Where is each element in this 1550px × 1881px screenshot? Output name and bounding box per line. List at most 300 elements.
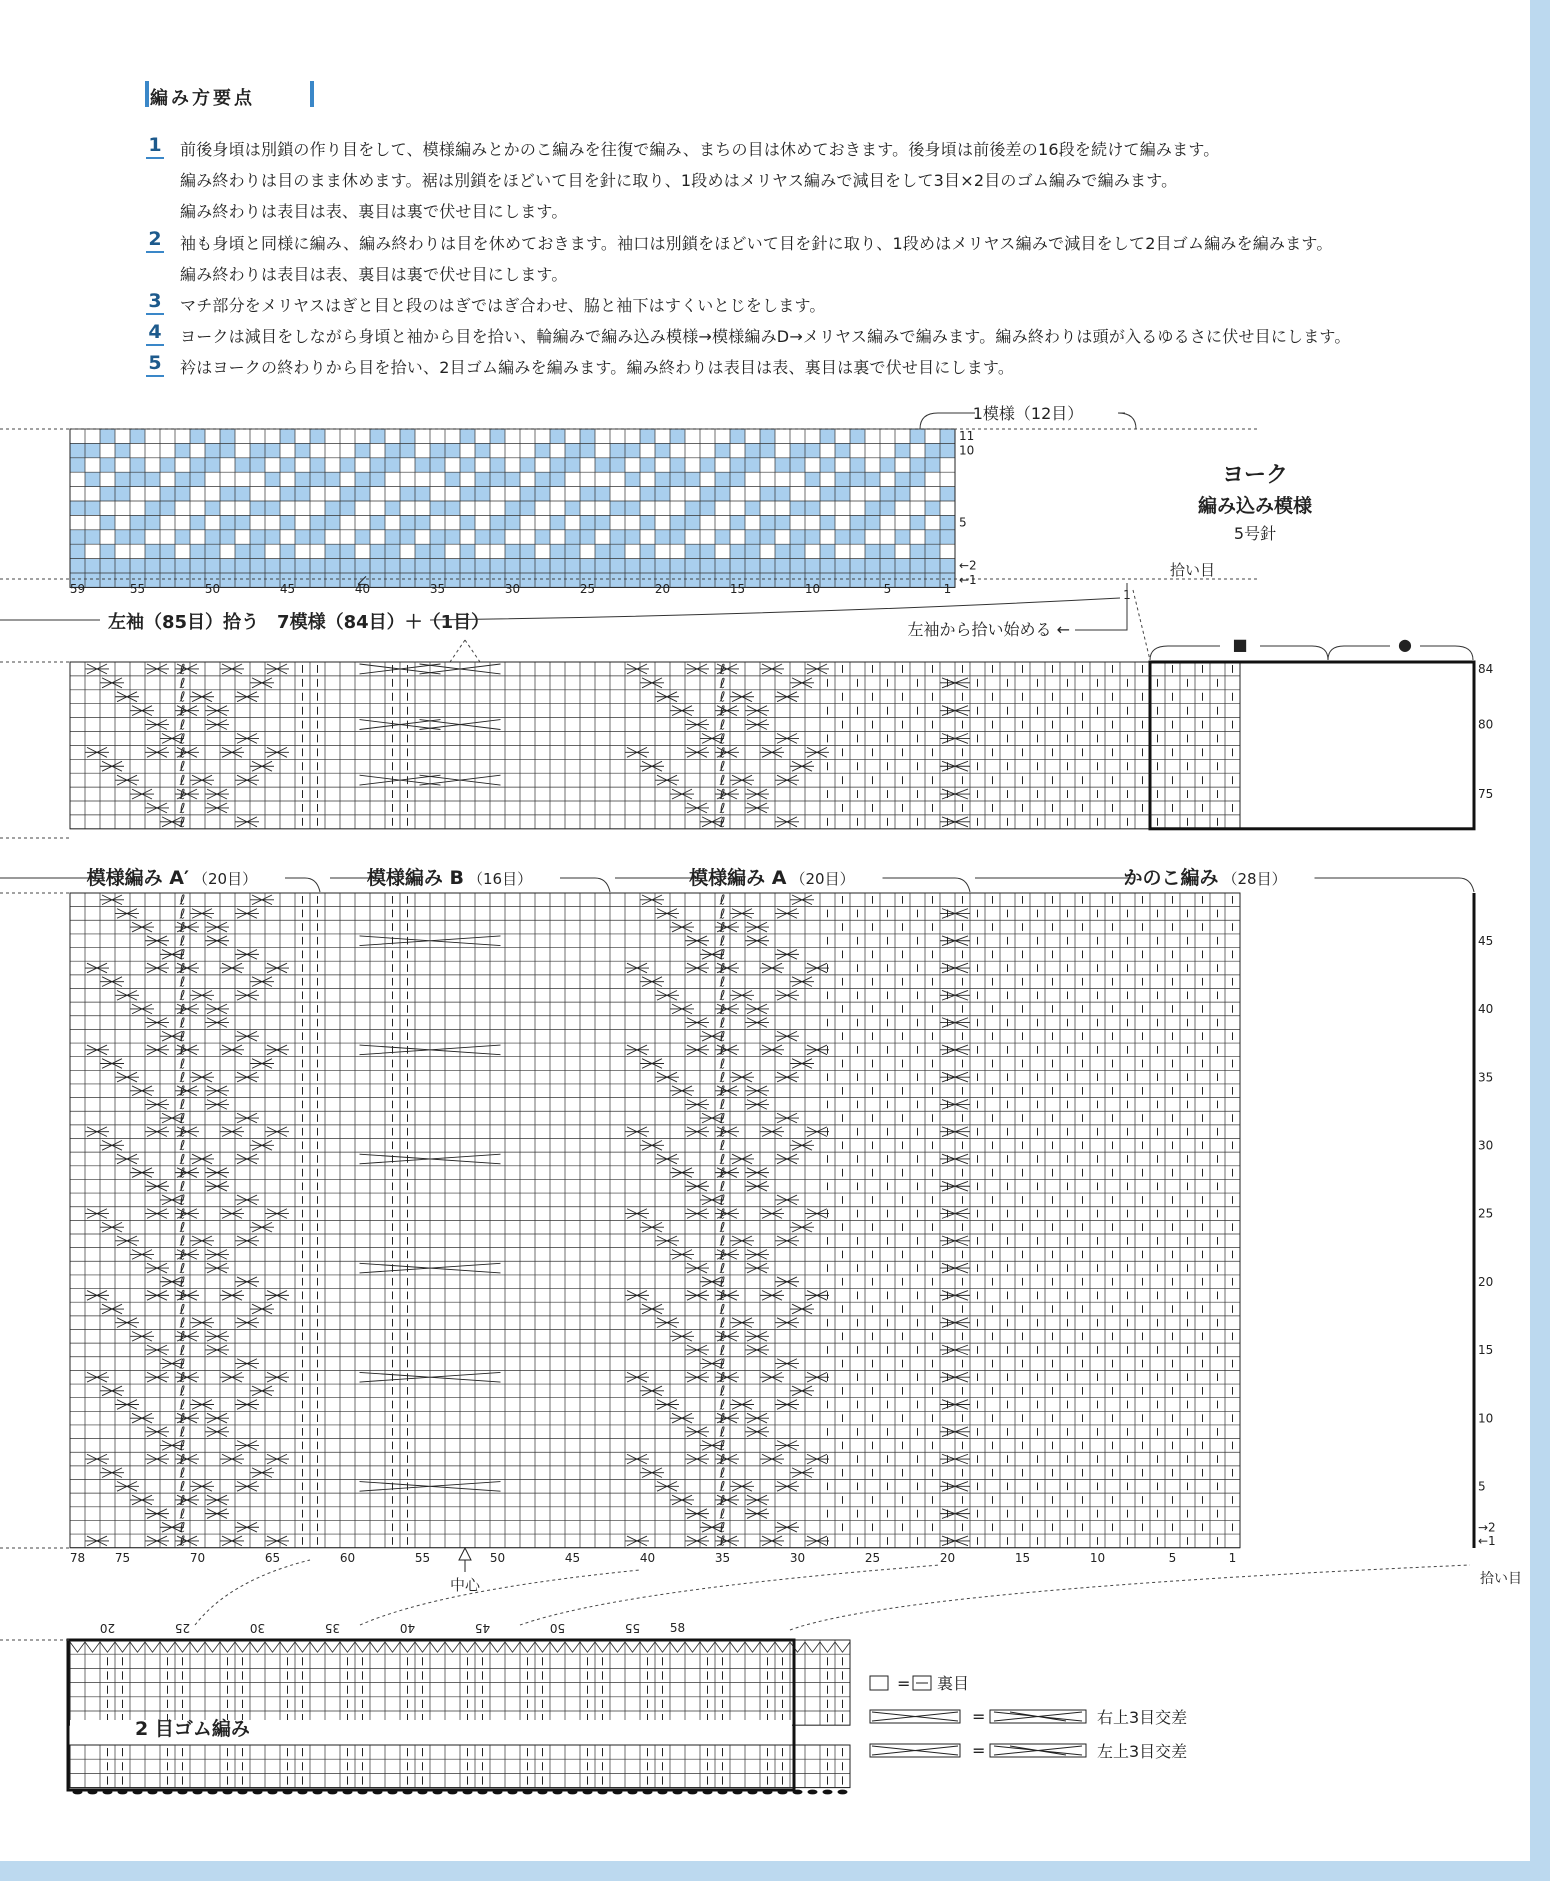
yoke-colored-cell <box>370 515 385 529</box>
cable-cross-stitch <box>715 1413 739 1423</box>
yoke-colored-cell <box>295 487 310 501</box>
decrease-v-mark <box>775 1642 790 1652</box>
circle-symbol: ● <box>1398 635 1412 654</box>
yoke-colored-cell <box>565 443 580 457</box>
twist-stitch: ℓ <box>179 814 186 831</box>
yoke-colored-cell <box>190 573 205 587</box>
step-2-line-2: 編み終わりは表目は表、裏目は裏で伏せ目にします。 <box>180 265 568 284</box>
yoke-colored-cell <box>910 515 925 529</box>
twist-stitch: ℓ <box>719 1342 726 1359</box>
decrease-v-mark <box>700 1642 715 1652</box>
yoke-colored-cell <box>550 429 565 443</box>
yoke-colored-cell <box>475 472 490 486</box>
yoke-colored-cell <box>85 573 100 587</box>
legend-cable-text: 右上3目交差 <box>1097 1708 1188 1727</box>
yoke-colored-cell <box>265 559 280 573</box>
cable-cross-stitch <box>640 1386 664 1396</box>
yoke-colored-cell <box>640 573 655 587</box>
decrease-v-mark <box>175 1642 190 1652</box>
yoke-row-label: 10 <box>959 443 975 458</box>
yoke-colored-cell <box>700 544 715 558</box>
yoke-colored-cell <box>145 544 160 558</box>
yoke-colored-cell <box>460 429 475 443</box>
yoke-colored-cell <box>325 472 340 486</box>
cable-cross-stitch <box>790 678 814 688</box>
yoke-colored-cell <box>715 573 730 587</box>
main-row-label: 30 <box>1478 1138 1494 1153</box>
twist-stitch: ℓ <box>719 1301 726 1318</box>
yoke-colored-cell <box>565 530 580 544</box>
cable-cross-stitch <box>100 1304 124 1314</box>
yoke-col-label: 10 <box>804 582 821 596</box>
twist-stitch: ℓ <box>719 703 726 720</box>
yoke-colored-cell <box>385 544 400 558</box>
yoke-colored-cell <box>805 472 820 486</box>
dash-to-upper-left2 <box>465 640 480 662</box>
yoke-colored-cell <box>400 429 415 443</box>
yoke-colored-cell <box>550 515 565 529</box>
yoke-colored-cell <box>190 515 205 529</box>
yoke-colored-cell <box>295 559 310 573</box>
yoke-colored-cell <box>550 458 565 472</box>
cable-cross-stitch <box>220 1454 244 1464</box>
yoke-colored-cell <box>730 515 745 529</box>
cable-cross-stitch <box>685 1209 709 1219</box>
cable-cross-stitch <box>670 1331 694 1341</box>
twist-stitch: ℓ <box>179 1165 186 1182</box>
yoke-colored-cell <box>715 472 730 486</box>
yoke-colored-cell <box>235 487 250 501</box>
twist-stitch: ℓ <box>179 1520 186 1537</box>
yoke-colored-cell <box>115 472 130 486</box>
twist-stitch: ℓ <box>179 800 186 817</box>
cable-cross-stitch <box>175 1045 199 1055</box>
cable-cross-stitch <box>685 1536 709 1546</box>
yoke-colored-cell <box>790 501 805 515</box>
decrease-v-mark <box>295 1642 310 1652</box>
yoke-colored-cell <box>370 458 385 472</box>
yoke-colored-cell <box>535 530 550 544</box>
twist-stitch: ℓ <box>719 1192 726 1209</box>
twist-stitch: ℓ <box>179 703 186 720</box>
cable-cross-stitch <box>715 1045 739 1055</box>
yoke-colored-cell <box>925 544 940 558</box>
yoke-colored-cell <box>685 559 700 573</box>
cable-cross-stitch <box>745 789 769 799</box>
yoke-colored-cell <box>775 544 790 558</box>
yoke-colored-cell <box>775 559 790 573</box>
decrease-v-mark <box>595 1642 610 1652</box>
yoke-colored-cell <box>205 501 220 515</box>
bindoff-dot <box>808 1790 818 1795</box>
yoke-colored-cell <box>790 544 805 558</box>
cable-cross-stitch <box>745 1495 769 1505</box>
twist-stitch: ℓ <box>719 661 726 678</box>
yoke-colored-cell <box>625 559 640 573</box>
twist-stitch: ℓ <box>179 1124 186 1141</box>
yoke-colored-cell <box>250 443 265 457</box>
yoke-colored-cell <box>415 573 430 587</box>
yoke-colored-cell <box>640 429 655 443</box>
yoke-colored-cell <box>835 443 850 457</box>
twist-stitch: ℓ <box>719 960 726 977</box>
yoke-colored-cell <box>925 458 940 472</box>
yoke-colored-cell <box>250 530 265 544</box>
cable-cross-stitch <box>715 922 739 932</box>
yoke-colored-cell <box>790 530 805 544</box>
main-row-label: ←1 <box>1478 1534 1496 1549</box>
cable-cross-stitch <box>265 1291 289 1301</box>
twist-stitch: ℓ <box>179 759 186 776</box>
yoke-colored-cell <box>625 501 640 515</box>
yoke-colored-cell <box>205 530 220 544</box>
decrease-v-mark <box>790 1642 805 1652</box>
yoke-colored-cell <box>430 559 445 573</box>
yoke-colored-cell <box>130 429 145 443</box>
yoke-colored-cell <box>415 487 430 501</box>
yoke-subtitle: 編み込み模様 <box>1197 495 1313 517</box>
yoke-colored-cell <box>430 443 445 457</box>
cable-cross-stitch <box>805 1127 829 1137</box>
cable-cross-stitch <box>715 1250 739 1260</box>
yoke-colored-cell <box>820 559 835 573</box>
yoke-colored-cell <box>700 501 715 515</box>
cable-cross-stitch <box>790 1222 814 1232</box>
yoke-colored-cell <box>865 515 880 529</box>
cable-cross-stitch <box>625 963 649 973</box>
yoke-colored-cell <box>100 544 115 558</box>
yoke-colored-cell <box>325 515 340 529</box>
ribbing-col-label: 35 <box>324 1621 341 1635</box>
yoke-colored-cell <box>670 573 685 587</box>
cable-cross-stitch <box>625 1045 649 1055</box>
cable-cross-stitch <box>145 1181 169 1191</box>
cable-cross-stitch <box>640 1468 664 1478</box>
section-4-name: かのこ編み <box>1123 867 1219 889</box>
sleeve-pickup-line-right <box>430 598 1120 620</box>
yoke-colored-cell <box>280 544 295 558</box>
bindoff-dot <box>823 1790 833 1795</box>
yoke-colored-cell <box>940 515 955 529</box>
cable-cross-stitch <box>745 1086 769 1096</box>
twist-stitch: ℓ <box>719 759 726 776</box>
twist-stitch: ℓ <box>179 1479 186 1496</box>
cable-cross-stitch <box>625 1536 649 1546</box>
cable-cross-stitch <box>220 1372 244 1382</box>
yoke-colored-cell <box>700 559 715 573</box>
yoke-colored-cell <box>340 573 355 587</box>
yoke-colored-cell <box>385 443 400 457</box>
cable-cross-stitch <box>220 1045 244 1055</box>
yoke-colored-cell <box>400 443 415 457</box>
yoke-colored-cell <box>910 573 925 587</box>
yoke-colored-cell <box>445 573 460 587</box>
step-number-5: 5 <box>148 352 162 374</box>
cable-cross-stitch <box>775 692 799 702</box>
cable-cross-stitch <box>235 775 259 785</box>
yoke-colored-cell <box>430 458 445 472</box>
yoke-colored-cell <box>625 472 640 486</box>
cable-cross-stitch <box>205 1427 229 1437</box>
cable-cross-stitch <box>730 1400 754 1410</box>
cable-cross-stitch <box>775 1031 799 1041</box>
main-row-label: 10 <box>1478 1411 1494 1426</box>
ribbing-col-label: 58 <box>669 1621 686 1635</box>
cable-cross-stitch <box>655 692 679 702</box>
cable-cross-stitch <box>805 1372 829 1382</box>
yoke-colored-cell <box>745 573 760 587</box>
twist-stitch: ℓ <box>719 947 726 964</box>
cable-cross-stitch <box>190 1482 214 1492</box>
cable-cross-stitch <box>760 747 784 757</box>
yoke-colored-cell <box>145 573 160 587</box>
twist-stitch: ℓ <box>719 1520 726 1537</box>
main-row-label: 35 <box>1478 1070 1494 1085</box>
cable-cross-stitch <box>745 1168 769 1178</box>
yoke-colored-cell <box>685 501 700 515</box>
main-row-label: →2 <box>1478 1520 1496 1535</box>
cable-cross-stitch <box>205 720 229 730</box>
cable-cross-stitch <box>790 895 814 905</box>
cable-cross-stitch <box>685 1100 709 1110</box>
yoke-colored-cell <box>760 487 775 501</box>
cable-cross-stitch <box>145 1454 169 1464</box>
cable-cross-stitch <box>145 1536 169 1546</box>
cable-cross-stitch <box>250 1304 274 1314</box>
twist-stitch: ℓ <box>179 1247 186 1264</box>
yoke-colored-cell <box>625 530 640 544</box>
decrease-v-mark <box>730 1642 745 1652</box>
yoke-colored-cell <box>745 458 760 472</box>
cable-cross-stitch <box>235 1522 259 1532</box>
yoke-colored-cell <box>715 487 730 501</box>
yoke-colored-cell <box>805 501 820 515</box>
yoke-colored-cell <box>265 472 280 486</box>
cable-cross-stitch <box>265 747 289 757</box>
decrease-v-mark <box>670 1642 685 1652</box>
yoke-colored-cell <box>895 487 910 501</box>
cable-cross-stitch <box>235 817 259 827</box>
decrease-v-mark <box>430 1642 445 1652</box>
cable-cross-stitch <box>145 1345 169 1355</box>
yoke-colored-cell <box>505 515 520 529</box>
yoke-colored-cell <box>475 443 490 457</box>
legend-eq: = <box>897 1674 911 1693</box>
cable-cross-stitch <box>625 1127 649 1137</box>
cable-cross-stitch <box>775 1277 799 1287</box>
cable-cross-stitch <box>775 990 799 1000</box>
dash-to-upper-left <box>450 640 465 662</box>
cable-cross-stitch <box>250 678 274 688</box>
twist-stitch: ℓ <box>719 988 726 1005</box>
yoke-colored-cell <box>220 443 235 457</box>
cable-cross-stitch <box>745 922 769 932</box>
cable-cross-stitch <box>145 1291 169 1301</box>
main-row-label: 45 <box>1478 933 1494 948</box>
cable-cross-stitch <box>205 1331 229 1341</box>
yoke-colored-cell <box>670 559 685 573</box>
center-arrow <box>459 1548 471 1572</box>
yoke-colored-cell <box>790 573 805 587</box>
yoke-colored-cell <box>250 544 265 558</box>
sleeve-pickup-label: 左袖（85目）拾う 7模様（84目）＋（1目） <box>108 612 490 633</box>
cable-cross-stitch <box>220 664 244 674</box>
cable-cross-stitch <box>655 990 679 1000</box>
twist-stitch: ℓ <box>179 1274 186 1291</box>
step-number-2: 2 <box>148 228 162 250</box>
yoke-colored-cell <box>490 573 505 587</box>
yoke-colored-cell <box>160 487 175 501</box>
twist-stitch: ℓ <box>719 773 726 790</box>
yoke-colored-cell <box>655 443 670 457</box>
twist-stitch: ℓ <box>719 814 726 831</box>
upper-row-label: 75 <box>1478 787 1494 802</box>
yoke-colored-cell <box>760 429 775 443</box>
yoke-colored-cell <box>790 559 805 573</box>
cable-cross-stitch <box>220 1536 244 1546</box>
yoke-colored-cell <box>880 501 895 515</box>
cable-cross-stitch <box>775 1318 799 1328</box>
yoke-colored-cell <box>115 530 130 544</box>
yoke-col-label: 59 <box>69 582 86 596</box>
cable-cross-stitch <box>670 1413 694 1423</box>
yoke-colored-cell <box>70 458 85 472</box>
cable-cross-stitch <box>175 1372 199 1382</box>
twist-stitch: ℓ <box>179 1192 186 1209</box>
repeat-label: 1模様（12目） <box>972 404 1084 423</box>
yoke-colored-cell <box>280 559 295 573</box>
yoke-colored-cell <box>655 472 670 486</box>
yoke-colored-cell <box>385 573 400 587</box>
upper-chart <box>85 662 1233 831</box>
yoke-colored-cell <box>880 544 895 558</box>
cable-cross-stitch <box>115 1400 139 1410</box>
yoke-colored-cell <box>580 429 595 443</box>
section-2-name: 模様編み B <box>366 867 464 889</box>
yoke-colored-cell <box>850 515 865 529</box>
cable-cross-stitch <box>235 1195 259 1205</box>
yoke-colored-cell <box>220 559 235 573</box>
cable-cross-stitch <box>220 1209 244 1219</box>
cable-cross-stitch <box>715 789 739 799</box>
twist-stitch: ℓ <box>179 1342 186 1359</box>
decrease-v-mark <box>610 1642 625 1652</box>
cable-cross-stitch <box>790 977 814 987</box>
cable-cross-stitch <box>190 775 214 785</box>
main-chart <box>85 893 1233 1550</box>
cable-cross-stitch <box>730 1236 754 1246</box>
legend-purl-text: 裏目 <box>937 1674 970 1693</box>
cable-cross-stitch <box>760 1127 784 1137</box>
step-1-line-2: 編み終わりは目のまま休めます。裾は別鎖をほどいて目を針に取り、1段めはメリヤス編みで減目をして3目×2目のゴム編みで編みます。 <box>180 171 1178 190</box>
yoke-colored-cell <box>430 544 445 558</box>
twist-stitch: ℓ <box>719 1424 726 1441</box>
yoke-colored-cell <box>235 515 250 529</box>
decrease-v-mark <box>190 1642 205 1652</box>
yoke-colored-cell <box>565 559 580 573</box>
main-col-label: 35 <box>714 1551 731 1565</box>
twist-stitch: ℓ <box>179 1492 186 1509</box>
cable-cross-stitch <box>175 922 199 932</box>
twist-stitch: ℓ <box>719 1220 726 1236</box>
yoke-colored-cell <box>385 501 400 515</box>
cable-cross-stitch <box>190 990 214 1000</box>
yoke-colored-cell <box>835 487 850 501</box>
cable-cross-stitch <box>685 1291 709 1301</box>
cable-cross-stitch <box>115 775 139 785</box>
cable-cross-stitch <box>715 706 739 716</box>
yoke-colored-cell <box>760 515 775 529</box>
yoke-colored-cell <box>670 472 685 486</box>
yoke-colored-cell <box>610 443 625 457</box>
cable-cross-stitch <box>715 1291 739 1301</box>
yoke-colored-cell <box>925 443 940 457</box>
cable-cross-stitch <box>715 1086 739 1096</box>
main-col-label: 5 <box>1168 1551 1177 1565</box>
yoke-colored-cell <box>895 443 910 457</box>
yoke-colored-cell <box>400 530 415 544</box>
cable-cross-stitch <box>220 1291 244 1301</box>
cable-cross-stitch <box>640 977 664 987</box>
yoke-colored-cell <box>910 544 925 558</box>
decrease-v-mark <box>160 1642 175 1652</box>
yoke-colored-cell <box>250 458 265 472</box>
twist-stitch: ℓ <box>719 1451 726 1468</box>
cable-cross-stitch <box>205 1168 229 1178</box>
twist-stitch: ℓ <box>179 1069 186 1086</box>
yoke-colored-cell <box>130 458 145 472</box>
yoke-colored-cell <box>145 515 160 529</box>
cable-cross-stitch <box>130 1331 154 1341</box>
cable-cross-stitch <box>190 1318 214 1328</box>
yoke-colored-cell <box>385 458 400 472</box>
twist-stitch: ℓ <box>179 1438 186 1455</box>
yoke-colored-cell <box>100 429 115 443</box>
cable-cross-stitch <box>640 761 664 771</box>
cable-cross-stitch <box>205 1263 229 1273</box>
yoke-colored-cell <box>820 515 835 529</box>
decrease-v-mark <box>130 1642 145 1652</box>
yoke-colored-cell <box>85 559 100 573</box>
yoke-pickup-label: 拾い目 <box>1170 561 1216 579</box>
cable-cross-stitch <box>685 1018 709 1028</box>
cable-cross-stitch <box>715 963 739 973</box>
twist-stitch: ℓ <box>719 1397 726 1414</box>
twist-stitch: ℓ <box>719 1329 726 1346</box>
decrease-v-mark <box>820 1642 835 1652</box>
step-number-1: 1 <box>148 134 162 156</box>
yoke-colored-cell <box>865 573 880 587</box>
cable-cross-stitch <box>100 1386 124 1396</box>
yoke-colored-cell <box>160 501 175 515</box>
cable-cross-stitch <box>205 936 229 946</box>
yoke-colored-cell <box>280 487 295 501</box>
yoke-colored-cell <box>835 573 850 587</box>
yoke-colored-cell <box>760 559 775 573</box>
yoke-colored-cell <box>580 530 595 544</box>
pickup-start-line <box>1075 583 1127 630</box>
cable-cross-stitch <box>205 1004 229 1014</box>
cable-cross-stitch <box>790 761 814 771</box>
cable-cross-stitch <box>115 990 139 1000</box>
cable-cross-stitch <box>760 1372 784 1382</box>
twist-stitch: ℓ <box>179 1370 186 1387</box>
yoke-colored-cell <box>535 472 550 486</box>
yoke-colored-cell <box>100 458 115 472</box>
cable-cross-stitch <box>250 1059 274 1069</box>
cable-cross-stitch <box>745 720 769 730</box>
cable-cross-stitch <box>130 1250 154 1260</box>
